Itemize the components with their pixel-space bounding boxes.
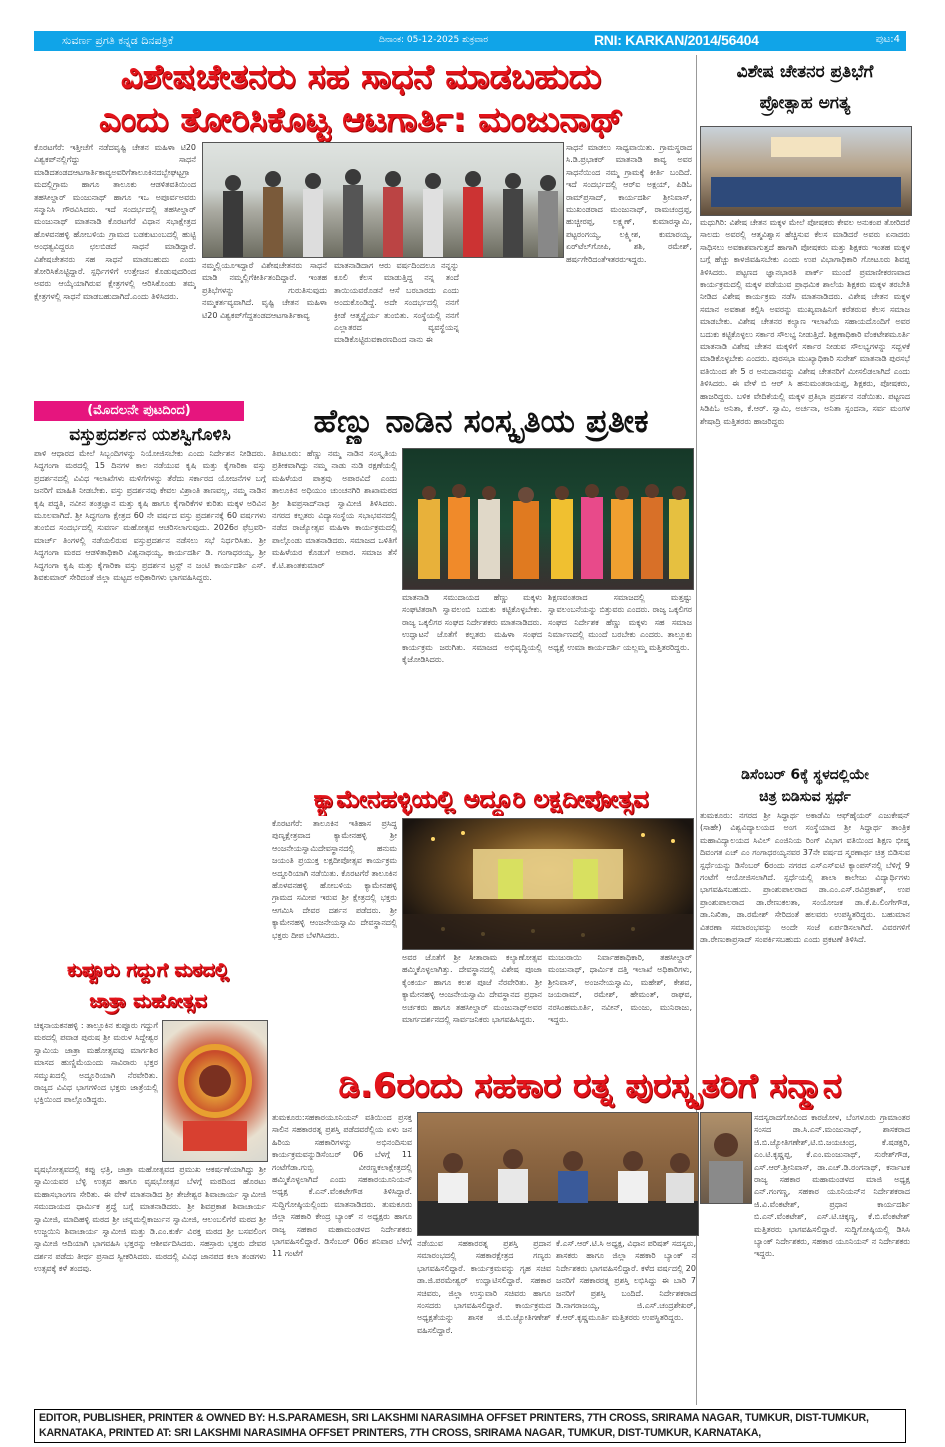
continued-body: ಪಾಳಿ ಆಧಾರದ ಮೇಲೆ ಸಿಬ್ಬಂದಿಗಳನ್ನು ನಿಯೋಜಿಸಬೇಕು ಎಂದು ನಿರ್ದೇಶನ ನೀಡಿದರು. ಸಿದ್ಧಗಂಗಾ ಮಠದಲ್ಲಿ 15 ದಿನಗಳ ಕಾಲ ನಡೆಯುವ ಕೃಷಿ ಮತ್ತು ಕೈಗಾರಿಕಾ ವಸ್ತು ಪ್ರದರ್ಶನದಲ್ಲಿ ವಿವಿಧ ಇಲಾಖೆಗಳು ಮಳಿಗೆಗಳನ್ನು ತೆರೆದು ಸರ್ಕಾರದ ಯೋಜನೆಗಳ ಬಗ್ಗೆ ಜನರಿಗೆ ಮಾಹಿತಿ ನೀಡಬೇಕು. ವಸ್ತು ಪ್ರದರ್ಶನವು ಕೇವಲ ವಿಶ್ರಾಂತಿ ತಾಣವಲ್ಲ, ನಮ್ಮ ನಾಡಿನ ಕೃಷಿ ಪದ್ಧತಿ, ನವೀನ ತಂತ್ರಜ್ಞಾನ ಮತ್ತು ಕೃಷಿ ಹಾಗೂ ಕೈಗಾರಿಕೆಗಳ ಕುರಿತು ಮಕ್ಕಳ ಅರಿವಿನ ಮೂಲವಾಗಿದೆ. ಶ್ರೀ ಸಿದ್ಧಗಂಗಾ ಕ್ಷೇತ್ರದ 60 ನೇ ವರ್ಷದ ವಸ್ತು ಪ್ರದರ್ಶನಕ್ಕೆ 60 ವರ್ಷಗಳು ತುಂಬಿದ ಸಂದರ್ಭದಲ್ಲಿ ಸುವರ್ಣ ಮಹೋತ್ಸವ ಆಚರಿಸಲಾಗುವುದು. 2026ರ ಫೆಬ್ರವರಿ-ಮಾರ್ಚ್ ತಿಂಗಳಲ್ಲಿ ನಡೆಯಲಿರುವ ವಸ್ತುಪ್ರದರ್ಶನ ನಡೆಸಲು ಸಭೆ ನಿರ್ಧರಿಸಿತು. ಶ್ರೀ ಸಿದ್ಧಗಂಗಾ ಮಠದ ಆಡಳಿತಾಧಿಕಾರಿ ವಿಶ್ವನಾಥಯ್ಯ, ಕಾರ್ಯದರ್ಶಿ ಡಿ. ಗಂಗಾಧರಯ್ಯ, ಶ್ರೀ ಸಿದ್ಧಗಂಗಾ ಕೃಷಿ ಮತ್ತು ಕೈಗಾರಿಕಾ ವಸ್ತು ಪ್ರದರ್ಶನ ಟ್ರಸ್ಟ್ ನ ಜಂಟಿ ಕಾರ್ಯದರ್ಶಿ ಎಸ್. ಶಿವಕುಮಾರ್ ಸೇರಿದಂತೆ ಜಿಲ್ಲಾ ಮಟ್ಟದ ಅಧಿಕಾರಿಗಳು ಭಾಗವಹಿಸಿದ್ದರು. xyxy=(34,449,266,583)
jatra-intro: ಚಿಕ್ಕನಾಯಕನಹಳ್ಳಿ : ತಾಲ್ಲೂಕಿನ ಕುಪ್ಪೂರು ಗದ್ದುಗೆ ಮಠದಲ್ಲಿ ಪವಾಡ ಪುರುಷ ಶ್ರೀ ಮರುಳ ಸಿದ್ದೇಶ್ವರ ಸ್ವಾಮಿಯ ಜಾತ್ರಾ ಮಹೋತ್ಸವವು ಮಾರ್ಗಶಿರ ಮಾಸದ ಹುಣ್ಣಿಮೆಯಂದು ಸಾವಿರಾರು ಭಕ್ತರ ಸಮ್ಮುಖದಲ್ಲಿ ಅದ್ದೂರಿಯಾಗಿ ನೆರವೇರಿತು. ರಾಜ್ಯದ ವಿವಿಧ ಭಾಗಗಳಿಂದ ಭಕ್ತರು ಜಾತ್ರೆಯಲ್ಲಿ ಭಕ್ತಿಯಿಂದ ಪಾಲ್ಗೊಂಡಿದ್ದರು. xyxy=(34,1021,158,1105)
press-meet-figures xyxy=(418,1113,698,1235)
coop-story-column-2: ನಡೆಯುವ ಸಹಕಾರರತ್ನ ಪ್ರಶಸ್ತಿ ಪ್ರದಾನ ಸಮಾರಂಭದಲ್ಲಿ ಸಹಕಾರಕ್ಷೇತ್ರದ ಗಣ್ಯರು ಭಾಗವಹಿಸಲಿದ್ದಾರೆ. ಕಾರ್ಯಕ್ರಮವನ್ನು ಗೃಹ ಸಚಿವ ಡಾ.ಜಿ.ಪರಮೇಶ್ವರ್ ಉದ್ಘಾಟಿಸಲಿದ್ದಾರೆ. ಸಹಕಾರ ಸಚಿವರು, ಜಿಲ್ಲಾ ಉಸ್ತುವಾರಿ ಸಚಿವರು ಹಾಗೂ ಸಂಸದರು ಭಾಗವಹಿಸಲಿದ್ದಾರೆ. ಕಾರ್ಯಕ್ರಮದ ಅಧ್ಯಕ್ಷತೆಯನ್ನು ಶಾಸಕ ಜಿ.ಬಿ.ಜ್ಯೋತಿಗಣೇಶ್ ವಹಿಸಲಿದ್ದಾರೆ. xyxy=(417,1239,551,1335)
women-story-photo xyxy=(402,448,694,590)
right-story1-body: ಮಧುಗಿರಿ: ವಿಶೇಷ ಚೇತನ ಮಕ್ಕಳ ಮೇಲೆ ಪೋಷಕರು ಕೇವಲ ಅನುಕಂಪ ತೋರಿದರೆ ಸಾಲದು ಅವರಲ್ಲಿ ಆತ್ಮವಿಶ್ವಾಸ ಹೆಚ್ಚಿಸುವ ಕೆಲಸ ಮಾಡಿದರೆ ಅವರು ಏನಾದರು ಸಾಧಿಸಲು ಅವಕಾಶವಾಗುತ್ತದೆ ಹಾಗಾಗಿ ಪೋಷಕರು ಮತ್ತು ಶಿಕ್ಷಕರು ಇಂತಹ ಮಕ್ಕಳ ಬಗ್ಗೆ ಹೆಚ್ಚು ಕಾಳಜಿವಹಿಸಬೇಕು ಎಂದು ಉಪ ವಿಭಾಗಾಧಿಕಾರಿ ಗೋಟೂರು ಶಿವಪ್ಪ ತಿಳಿಸಿದರು. ಪಟ್ಟಣದ ಜ್ಞಾನಭಾರತಿ ಪಾರ್ಕ್ ಮುಂದೆ ಪ್ರಮಾಣೀಕರಣವಾದ ಕಾರ್ಯಕ್ರಮದಲ್ಲಿ ಮಕ್ಕಳ ಪಡೆಯುವ ಪ್ರಾಥಮಿಕ ಶಾಲೆಯ ಶಿಕ್ಷಕರು ಮಕ್ಕಳ ತರಬೇತಿ ನೀಡಿದ ವಿಶೇಷ ಕಾರ್ಯಕ್ರಮ ನಡೆಸಿ ಮಾತನಾಡಿದರು. ವಿಶೇಷ ಚೇತನ ಮಕ್ಕಳ ಸಮಾನ ಅವಕಾಶ ಕಲ್ಪಿಸಿ ಅವರನ್ನು ಮುಖ್ಯವಾಹಿನಿಗೆ ಕರೆತರುವ ಕೆಲಸ ಸಮಾಜ ಮಾಡಬೇಕು. ವಿಶೇಷ ಚೇತನರ ಕಲ್ಯಾಣ ಇಲಾಖೆಯ ಸಹಾಯದೊಂದಿಗೆ ಅವರ ಬದುಕು ಕಟ್ಟಿಕೊಳ್ಳಲು ಸರ್ಕಾರ ಸೌಲಭ್ಯ ನೀಡುತ್ತಿದೆ. ಶಿಕ್ಷಣಾಧಿಕಾರಿ ವೆಂಕಟೇಶಮೂರ್ತಿ ಮಾತನಾಡಿ ವಿಶೇಷ ಚೇತನ ಮಕ್ಕಳಿಗೆ ಸರ್ಕಾರ ನೀಡುವ ಸೌಲಭ್ಯಗಳನ್ನು ಸದ್ಬಳಕೆ ಮಾಡಿಕೊಳ್ಳಬೇಕು ಎಂದರು. ಪುರಸಭಾ ಮುಖ್ಯಾಧಿಕಾರಿ ಸುರೇಶ್ ಮಾತನಾಡಿ ಪುರಸಭೆ ವತಿಯಿಂದ ಶೇ 5 ರ ಅನುದಾನವನ್ನು ವಿಶೇಷ ಚೇತನರಿಗೆ ಮೀಸಲಿಡಲಾಗಿದೆ ಎಂದು ತಿಳಿಸಿದರು. ಈ ವೇಳೆ ಬಿ ಆರ್ ಸಿ ಹನುಮಂತರಾಯಪ್ಪ, ಶಿಕ್ಷಕರು, ಪೋಷಕರು, ಹಾಜರಿದ್ದರು. ಬಳಿಕ ವೇದಿಕೆಯಲ್ಲಿ ಮಕ್ಕಳ ಪ್ರತಿಭಾ ಪ್ರದರ್ಶನ ನಡೆಯಿತು. ಪಟ್ಟಣದ ಸಿಡಿಪಿಓ ಅನಿತಾ, ಕೆ.ಆರ್. ಸ್ವಾಮಿ, ಅರ್ಚನಾ, ಅನಿತಾ ಸ್ಪಂದನಾ, ಸರ್ವ ಮಂಗಳ ಶೇಷಾದ್ರಿ ಮತ್ತಿತರರು ಹಾಜರಿದ್ದರು xyxy=(700,218,910,426)
right-story2-body: ತುಮಕೂರು: ನಗರದ ಶ್ರೀ ಸಿದ್ಧಾರ್ಥ ಅಕಾಡೆಮಿ ಆಫ್‌ಹೈಯರ್ ಎಜುಕೇಷನ್ (ಸಾಹೇ) ವಿಶ್ವವಿದ್ಯಾಲಯದ ಅಂಗ ಸಂಸ್ಥೆಯಾದ ಶ್ರೀ ಸಿದ್ಧಾರ್ಥ ತಾಂತ್ರಿಕ ಮಹಾವಿದ್ಯಾಲಯದ ಸಿವಿಲ್ ಎಂಜಿನಿಯ ರಿಂಗ್ ವಿಭಾಗ ವತಿಯಿಂದ ಶಿಕ್ಷಣ ಭೀಷ್ಮ ದಿವಂಗತ ಎಚ್ ಎಂ ಗಂಗಾಧರಯ್ಯನವರ 37ನೇ ವರ್ಷದ ಸ್ಮರಣಾರ್ಥ ಚಿತ್ರ ಬಿಡಿಸುವ ಸ್ಪರ್ಧೆಯನ್ನು ಡಿಸೆಂಬರ್ 6ರಂದು ನಗರದ ಎಸ್‌ಎಸ್‌ಐಟಿ ಕ್ಯಾಂಪಸ್‌ನಲ್ಲಿ ಬೆಳಿಗ್ಗೆ 9 ಗಂಟೆಗೆ ಆಯೋಜಿಸಲಾಗಿದೆ. ಸ್ಪರ್ಧೆಯಲ್ಲಿ ಶಾಲಾ ಕಾಲೇಜು ವಿದ್ಯಾರ್ಥಿಗಳು ಭಾಗವಹಿಸಬಹುದು. ಪ್ರಾಂಶುಪಾಲರಾದ ಡಾ.ಎಂ.ಎಸ್.ರವಿಪ್ರಕಾಶ್, ಉಪ ಪ್ರಾಂಶುಪಾಲರಾದ ಡಾ.ರೇಣುಕಲತಾ, ಸಂಯೋಜಕ ಡಾ.ಕೆ.ಪಿ.ಲಿಂಗೇಗೌಡ, ಡಾ.ನಿಖಿತಾ, ಡಾ.ರಮೇಶ್ ಸೇರಿದಂತೆ ಹಲವರು ಉಪಸ್ಥಿತರಿದ್ದರು. ಬಹುಮಾನ ವಿತರಣಾ ಸಮಾರಂಭವನ್ನು ಅಂದೇ ಸಂಜೆ ಏರ್ಪಡಿಸಲಾಗಿದೆ. ವಿವರಗಳಿಗೆ ಡಾ.ರೇಣುಕಾಪ್ರಸಾದ್ ಸಂಪರ್ಕಿಸಬಹುದು ಎಂದು ಪ್ರಕಟಣೆ ತಿಳಿಸಿದೆ. xyxy=(700,811,910,945)
story1-column-2: ನಮ್ಮಲ್ಲಿಯೂಇದ್ದಾರೆ ವಿಶೇಷಚೇತನರು ಸಾಧನೆ ಮಾಡಿ ನಮ್ಮಲ್ಲಿಗೆಕೀರ್ತಿತಂದಿದ್ದಾರೆ. ಇಂತಹ ಪ್ರತಿಭೆಗಳನ್ನು ಗುರುತಿಸುವುದು ನಮ್ಮಕರ್ತವ್ಯವಾಗಿದೆ. ವೃಷ್ಟಿ ಚೇತನ ಮಹಿಳಾ ಟಿ20 ವಿಶ್ವಕಪ್‌ಗೆದ್ದತಂಡದಆಟಗಾರ್ತಿಕಾವ್ಯ xyxy=(202,261,327,320)
story1-column-1: ಕೊರಟಗೆರೆ: ಇತ್ತೀಚೆಗೆ ನಡೆದವೃಷ್ಟಿ ಚೇತನ ಮಹಿಳಾ ಟಿ20 ವಿಶ್ವಕಪ್‌ನಲ್ಲಿಗೆದ್ದು ಸಾಧನೆ ಮಾಡಿದತಂಡದಆಟಗಾರ್ತಿಕಾವ್ಯಅವರಿಗೆತಾಲೂಕಿನದಬ್ಬೇಘಟ್ಟಗ್ರಾಮದಲ್ಲಿಗ್ರಾಮ ಹಾಗೂ ತಾಲೂಕು ಆಡಳಿತವತಿಯಿಂದ ತಹಸೀಲ್ದಾರ್ ಮಂಜುನಾಥ್ ಹಾಗೂ ಇಒ ಅಪೂರ್ವಅವರು ಸನ್ಮಾನಿಸಿ ಗೌರವಿಸಿದರು. ಇದೆ ಸಂದರ್ಭದಲ್ಲಿ ತಹಸೀಲ್ದಾರ್ ಮಂಜುನಾಥ್ ಮಾತನಾಡಿ ಕೊರಟಗೆರೆ ವಿಧಾನ ಸಭಾಕ್ಷೇತ್ರದ ಹೊಳವನಹಳ್ಳಿ ಹೋಬಳಿಯ ಗ್ರಾಮದ ಬಡಕುಟುಂಬದಲ್ಲಿ ಹುಟ್ಟಿ ಅಂಧತ್ವವಿದ್ದರೂ ಛಲಬಿಡದೆ ಸಾಧನೆ ಮಾಡಿದ್ದಾರೆ. ವಿಶೇಷಚೇತನರು ಸಹ ಸಾಧನೆ ಮಾಡಬಹುದು ಎಂದು ತೋರಿಸಿಕೊಟ್ಟಿದ್ದಾರೆ. ಸ್ಪರ್ಧಿಗಳಿಗೆ ಉತ್ತೇಜನ ಕೊಡುವುದರಿಂದ ಅವರು ಆಯ್ಕೆಯಾಗಿರುವ ಕ್ಷೇತ್ರಗಳಲ್ಲಿ ಆರಿಸಿಕೊಂಡು ತಮ್ಮ ಕ್ಷೇತ್ರಗಳಲ್ಲಿ ಸಾಧನೆ ಮಾಡಬಹುದಾಗಿದೆ.ಎಂದು ತಿಳಿಸಿದರು. xyxy=(34,143,196,301)
lamp-story-column-3: ಮುಜುರಾಯಿ ನಿರ್ವಾಹಕಾಧಿಕಾರಿ, ತಹಸೀಲ್ದಾರ್ ಮಂಜುನಾಥ್, ಧಾರ್ಮಿಕ ದತ್ತಿ ಇಲಾಖೆ ಅಧಿಕಾರಿಗಳು, ಶ್ರೀನಿವಾಸ್, ಅಂಜನೇಯಸ್ವಾಮಿ, ಮಹೇಶ್, ಕೇಶವ, ಜಯರಾಮ್, ರಮೇಶ್, ಹೇಮಂತ್, ರಾಘವ, ನರಸಿಂಹಮೂರ್ತಿ, ನವೀನ್, ಮಂಜು, ಮುನಿರಾಜು, ಇದ್ದರು. xyxy=(548,953,692,1025)
imprint-line-2: KARNATAKA, PRINTED AT: SRI LAKSHMI NARASIMHA OFFSET PRINTERS, 7TH CROSS, SRIRAMA NAGAR, TUMKUR, DIST-TUMKUR, KARNATAKA, xyxy=(39,1427,762,1439)
continued-headline: ವಸ್ತುಪ್ರದರ್ಶನ ಯಶಸ್ವಿಗೊಳಿಸಿ xyxy=(69,425,231,445)
jatra-headline-line1: ಕುಪ್ಪೂರು ಗದ್ದುಗೆ ಮಠದಲ್ಲಿ xyxy=(67,959,229,981)
lamp-story-column-2: ಅವರ ಜೊತೆಗೆ ಶ್ರೀ ಸೀತಾರಾಮ ಕಲ್ಯಾಣೋತ್ಸವ ಹಮ್ಮಿಕೊಳ್ಳಲಾಗಿತ್ತು. ದೇವಸ್ಥಾನದಲ್ಲಿ ವಿಶೇಷ ಪೂಜಾ ಕೈಂಕರ್ಯ ಹಾಗೂ ಕಲಶ ಪೂಜೆ ನೆರವೇರಿತು. ಶ್ರೀ ಕ್ಯಾಮೇನಹಳ್ಳಿ ಆಂಜನೇಯಸ್ವಾಮಿ ದೇವಸ್ಥಾನದ ಪ್ರಧಾನ ಅರ್ಚಕರು ಹಾಗೂ ತಹಸೀಲ್ದಾರ್ ಮಂಜುನಾಥ್‌ಅವರ ಮಾರ್ಗದರ್ಶನದಲ್ಲಿ ಸಾರ್ವಜನಿಕರು ಭಾಗವಹಿಸಿದ್ದರು. xyxy=(402,953,542,1025)
issue-date: ದಿನಾಂಕ: 05-12-2025 ಶುಕ್ರವಾರ xyxy=(379,35,489,45)
story1-column-3: ಮಾತನಾಡಿದಾಗ ಆರು ವರ್ಷದಿಂದಲೂ ನನ್ನನ್ನು ಕೂಲಿ ಕೆಲಸ ಮಾಡುತ್ತಿದ್ದ ನನ್ನ ತಂದೆ ತಾಯಿಯವರೊಡನೆ ಆಸೆ ಬರಬಾರದು ಎಂದು ಅಂದುಕೊಂಡಿದ್ದೆ. ಅದೇ ಸಂದರ್ಭದಲ್ಲಿ ನನಗೆ ಕ್ರೀಡೆ ಆತ್ಮಸ್ಥೈರ್ಯ ತುಂಬಿತು. ಸಂಸ್ಥೆಯಲ್ಲಿ ನನಗೆ ಎಲ್ಲಾತರದ ವ್ಯವಸ್ಥೆಯನ್ನ ಮಾಡಿಕೊಟ್ಟಿರುವಕಾರಣದಿಂದ ನಾನು ಈ xyxy=(334,261,459,345)
right-story1-photo xyxy=(700,126,912,216)
jatra-headline-line2: ಜಾತ್ರಾ ಮಹೋತ್ಸವ xyxy=(89,990,207,1012)
students-photo-figures xyxy=(701,127,911,215)
women-story-headline: ಹೆಣ್ಣು ನಾಡಿನ ಸಂಸ್ಕೃತಿಯ ಪ್ರತೀಕ xyxy=(313,402,649,440)
story1-photo xyxy=(202,142,564,258)
coop-story-column-1: ತುಮಕೂರು:ಸಹಕಾರಯೂನಿಯನ್ ವತಿಯಿಂದ ಪ್ರಸಕ್ತ ಸಾಲಿನ ಸಹಕಾರರತ್ನ ಪ್ರಶಸ್ತಿ ಪಡೆದವರೆಲ್ಲಿಯ ಏಳು ಜನ ಹಿರಿಯ ಸಹಕಾರಿಗಳನ್ನು ಅಭಿನಂದಿಸುವ ಕಾರ್ಯಕ್ರಮವನ್ನುಡಿಸೆಂಬರ್ 06 ಬೆಳಗ್ಗೆ 11 ಗಂಟೆಗೆಡಾ.ಗುಬ್ಬಿ ವೀರಣ್ಣಕಲಾಕ್ಷೇತ್ರದಲ್ಲಿ ಹಮ್ಮಿಕೊಳ್ಳಲಾಗಿದೆ ಎಂದು ಸಹಕಾರಯೂನಿಯನ್ ಅಧ್ಯಕ್ಷ ಕೆ.ಎನ್.ವೆಂಕಟೇಗೌಡ ತಿಳಿಸಿದ್ದಾರೆ. ಸುದ್ದಿಗೋಷ್ಠಿಯಲ್ಲಿಂದು ಮಾತನಾಡಿದರು. ತುಮಕೂರು ಜಿಲ್ಲಾ ಸಹಕಾರಿ ಕೇಂದ್ರ ಬ್ಯಾಂಕ್ ನ ಅಧ್ಯಕ್ಷರು ಹಾಗೂ ರಾಜ್ಯ ಸಹಕಾರ ಮಹಾಮಂಡಳದ ನಿರ್ದೇಶಕರು ಭಾಗವಹಿಸಲಿದ್ದಾರೆ. ಡಿಸೆಂಬರ್ 06ರ ಶನಿವಾರ ಬೆಳಗ್ಗೆ 11 ಗಂಟೆಗೆ xyxy=(272,1113,412,1259)
lamp-story-headline: ಕ್ಯಾಮೇನಹಳ್ಳಿಯಲ್ಲಿ ಅದ್ದೂರಿ ಲಕ್ಷದೀಪೋತ್ಸವ xyxy=(313,785,649,813)
press-meet-photo xyxy=(417,1112,699,1236)
jatra-body: ವೃಷಭೋತ್ಸವದಲ್ಲಿ ಕಪ್ಪು ಛತ್ರಿ, ಜಾತ್ರಾ ಮಹೋತ್ಸವದ ಪ್ರಮುಖ ಆಕರ್ಷಣೆಯಾಗಿದ್ದು ಶ್ರೀ ಸ್ವಾಮಿಯವರ ಬೆಳ್ಳಿ ಉತ್ಸವ ಹಾಗೂ ವೃಷಭೋತ್ಸವ ಬೆಳಗ್ಗೆ ಮಠದಿಂದ ಹೊರಟು ಮಹಾಸಭಾಂಗಣ ಸೇರಿತು. ಈ ವೇಳೆ ಮಾತನಾಡಿದ ಶ್ರೀ ತೇಜೇಶ್ವರ ಶಿವಾಚಾರ್ಯ ಸ್ವಾಮೀಜಿ ಸಮುದಾಯದ ಧಾರ್ಮಿಕ ಶ್ರದ್ಧೆ ಬಗ್ಗೆ ಮಾತನಾಡಿದರು. ಶ್ರೀ ಶಿವಪ್ರಕಾಶ ಶಿವಾಚಾರ್ಯ ಸ್ವಾಮೀಜಿ, ಮಾದಿಹಳ್ಳಿ ಮಠದ ಶ್ರೀ ಚನ್ನಮಲ್ಲಿಕಾರ್ಜುನ ಸ್ವಾಮೀಜಿ, ಆಲಂಬಲಿಗೆರೆ ಮಠದ ಶ್ರೀ ಉಜ್ಜಯಿನಿ ಶಿವಾಚಾರ್ಯ ಸ್ವಾಮೀಜಿ ಮತ್ತು ಡಿ.ಎಂ.ಕುರ್ಕೆ ವಿರಕ್ತ ಮಠದ ಶ್ರೀ ಬಸವಲಿಂಗ ಸ್ವಾಮೀಜಿ ಆದಿಯಾಗಿ ಭಾಗವಹಿಸಿ ಭಕ್ತರನ್ನು ಆಶೀರ್ವದಿಸಿದರು. ಸಹಸ್ರಾರು ಭಕ್ತರು ದೇವರ ದರ್ಶನ ಪಡೆದು ತೀರ್ಥ ಪ್ರಸಾದ ಸ್ವೀಕರಿಸಿದರು. ಮಠದಲ್ಲಿ ವಿವಿಧ ಜಾನಪದ ಕಲಾ ತಂಡಗಳು ಉತ್ಸವಕ್ಕೆ ಕಳೆ ತಂದವು. xyxy=(34,1165,266,1274)
right-story2-headline-line2: ಚಿತ್ರ ಬಿಡಿಸುವ ಸ್ಪರ್ಧೆ xyxy=(759,789,851,805)
continued-badge: (ಮೊದಲನೇ ಪುಟದಿಂದ) xyxy=(34,401,244,421)
lamp-festival-photo xyxy=(402,818,694,950)
right-story2-headline-line1: ಡಿಸೆಂಬರ್ 6ಕ್ಕೆ ಸ್ಥಳದಲ್ಲಿಯೇ xyxy=(741,767,869,783)
imprint-footer xyxy=(34,1409,906,1443)
right-story1-headline-line1: ವಿಶೇಷ ಚೇತನರ ಪ್ರತಿಭೆಗೆ xyxy=(736,62,874,82)
right-story1-headline-line2: ಪ್ರೋತ್ಸಾಹ ಅಗತ್ಯ xyxy=(759,93,851,113)
women-story-column-1: ತಿಪಟೂರು: ಹೆಣ್ಣು ನಮ್ಮ ನಾಡಿನ ಸಂಸ್ಕೃತಿಯ ಪ್ರತೀಕವಾಗಿದ್ದು ನಮ್ಮ ನಾಡು ನುಡಿ ರಕ್ಷಣೆಯಲ್ಲಿ ಮಹಿಳೆಯರ ಪಾತ್ರವು ಅಪಾರವಿದೆ ಎಂದು ತಾಲೂಕಿನ ಅಧಿಯುಂ ಚುಂಚನಗಿರಿ ಶಾಖಾಮಠದ ಶ್ರೀ ಶಿವಪ್ರಸಾದ್‌ನಾಥ ಸ್ವಾಮೀಜಿ ತಿಳಿಸಿದರು. ನಗರದ ಕಲ್ಪತರು ವಿದ್ಯಾಸಂಸ್ಥೆಯ ಸಭಾಭವನದಲ್ಲಿ ನಡೆದ ರಾಜ್ಯೋತ್ಸವ ಮಹಿಳಾ ಕಾರ್ಯಕ್ರಮದಲ್ಲಿ ಪಾಲ್ಗೊಂಡು ಮಾತನಾಡಿದರು. ಸಮಾಜದ ಒಳಿತಿಗೆ ಮಹಿಳೆಯರ ಕೊಡುಗೆ ಅಪಾರ. ಸಮಾಜ ತೆಸೆ ಕೆ.ಟಿ.ಶಾಂತಕುಮಾರ್ xyxy=(272,449,397,570)
page-number: ಪುಟ:4 xyxy=(875,34,900,45)
paper-name: ಸುವರ್ಣ ಪ್ರಗತಿ ಕನ್ನಡ ದಿನಪತ್ರಿಕೆ xyxy=(62,34,174,47)
women-story-column-3: ಶಿಕ್ಷಣವಂತರಾದ ಸಮಾಜದಲ್ಲಿ ಮತ್ತಷ್ಟು ಸ್ವಾವಲಂಬನೆಯನ್ನು ಬಿತ್ತುವರು ಎಂದರು. ರಾಜ್ಯ ಒಕ್ಕಲಿಗರ ಸಂಘದ ನಿರ್ದೇಶಕ ಹೆಣ್ಣು ಮಕ್ಕಳು ಸಹ ಸಮಾಜ ನಿರ್ಮಾಣದಲ್ಲಿ ಮುಂದೆ ಬರಬೇಕು ಎಂದರು. ತಾಲ್ಲೂಕು ಅಧ್ಯಕ್ಷೆ ಉಮಾ ಕಾರ್ಯದರ್ಶಿ ಯಲ್ಲಮ್ಮ ಮತ್ತಿತರರಿದ್ದರು. xyxy=(548,593,692,652)
temple-lamps-illustration xyxy=(403,819,693,949)
group-photo-figures xyxy=(203,143,563,257)
coop-story-headline: ಡಿ.6ರಂದು ಸಹಕಾರ ರತ್ನ ಪುರಸ್ಕೃತರಿಗೆ ಸನ್ಮಾನ xyxy=(338,1066,842,1106)
jatra-deity-photo xyxy=(162,1020,268,1162)
story1-column-4: ಸಾಧನೆ ಮಾಡಲು ಸಾಧ್ಯವಾಯಿತು. ಗ್ರಾಮಸ್ಥರಾದ ಸಿ.ಡಿ.ಪ್ರಭಾಕರ್ ಮಾತನಾಡಿ ಕಾವ್ಯ ಅವರ ಸಾಧನೆಯಿಂದ ನಮ್ಮ ಗ್ರಾಮಕ್ಕೆ ಕೀರ್ತಿ ಬಂದಿದೆ. ಇದೆ ಸಂದರ್ಭದಲ್ಲಿ ಆರ್‌ಐ ಅಕ್ಷಯ್, ಪಿಡಿಓ ರಾಮ್‌ಪ್ರಸಾದ್, ಕಾರ್ಯದರ್ಶಿ ಶ್ರೀನಿವಾಸ್, ಮುಖಂಡರಾದ ಮಂಜುನಾಥ್, ರಾಮಚಂದ್ರಪ್ಪ, ಹುಚ್ಚೀರಪ್ಪ, ಲಕ್ಷ್ಮಣ್, ಕುಮಾರಸ್ವಾಮಿ, ಪಟ್ಟರಂಗಯ್ಯ, ಲಕ್ಷ್ಮೀಶ, ಕುಮಾರಯ್ಯ, ಏರ್‌ಟೆಲ್‌ಗೋಪಿ, ಶಶಿ, ರಮೇಶ್, ಹರ್ಷಗೇರಿದಂತೆಇತರರುಇದ್ದರು. xyxy=(566,143,692,264)
speaker-portrait xyxy=(700,1112,752,1204)
deity-decoration-illustration xyxy=(163,1021,267,1161)
lamp-story-column-1: ಕೊರಟಗೆರೆ: ತಾಲೂಕಿನ ಇತಿಹಾಸ ಪ್ರಸಿದ್ಧ ಪುಣ್ಯಕ್ಷೇತ್ರವಾದ ಕ್ಯಾಮೇನಹಳ್ಳಿ ಶ್ರೀ ಆಂಜನೇಯಸ್ವಾಮಿದೇವಸ್ಥಾನದಲ್ಲಿ ಹನುಮ ಜಯಂತಿ ಪ್ರಯುಕ್ತ ಲಕ್ಷದೀಪೋತ್ಸವ ಕಾರ್ಯಕ್ರಮ ಅದ್ದೂರಿಯಾಗಿ ನಡೆಯಿತು. ಕೊರಟಗೆರೆ ತಾಲೂಕಿನ ಹೊಳವನಹಳ್ಳಿ ಹೋಬಳಿಯ ಕ್ಯಾಮೇನಹಳ್ಳಿ ಗ್ರಾಮದ ಸಮೀಪ ಇರುವ ಶ್ರೀ ಕ್ಷೇತ್ರದಲ್ಲಿ ಭಕ್ತರು ಆಗಮಿಸಿ ದೇವರ ದರ್ಶನ ಪಡೆದರು. ಶ್ರೀ ಕ್ಯಾಮೇನಹಳ್ಳಿ ಆಂಜನೇಯಸ್ವಾಮಿ ದೇವಸ್ಥಾನದಲ್ಲಿ ಭಕ್ತರು ದೀಪ ಬೆಳಗಿಸಿದರು. xyxy=(272,819,397,940)
women-group-figures xyxy=(403,449,693,589)
story1-headline-line1: ವಿಶೇಷಚೇತನರು ಸಹ ಸಾಧನೆ ಮಾಡಬಹುದು xyxy=(120,57,602,97)
coop-story-column-3: ಕೆ.ಎಸ್.ಆರ್.ಟಿ.ಸಿ ಅಧ್ಯಕ್ಷ, ವಿಧಾನ ಪರಿಷತ್ ಸದಸ್ಯರು, ಶಾಸಕರು ಹಾಗೂ ಜಿಲ್ಲಾ ಸಹಕಾರಿ ಬ್ಯಾಂಕ್ ನ ನಿರ್ದೇಶಕರು ಭಾಗವಹಿಸಲಿದ್ದಾರೆ. ಕಳೆದ ವರ್ಷದಲ್ಲಿ 20 ಜನರಿಗೆ ಸಹಕಾರರತ್ನ ಪ್ರಶಸ್ತಿ ಲಭಿಸಿದ್ದು ಈ ಬಾರಿ 7 ಜನರಿಗೆ ಪ್ರಶಸ್ತಿ ಬಂದಿದೆ. ನಿರ್ದೇಶಕರಾದ ಡಿ.ನಾಗರಾಜಯ್ಯ, ಜಿ.ಎಸ್.ಚಂದ್ರಶೇಖರ್, ಕೆ.ಆರ್.ಕೃಷ್ಣಮೂರ್ತಿ ಮತ್ತಿತರರು ಉಪಸ್ಥಿತರಿದ್ದರು. xyxy=(556,1239,696,1323)
coop-story-column-4: ಸದಸ್ಯರಾದಗೋವಿಂದ ಕಾರಜೋಳ, ಬೆಂಗಳೂರು ಗ್ರಾಮಾಂತರ ಸಂಸದ ಡಾ.ಸಿ.ಎನ್.ಮಂಜುನಾಥ್, ಶಾಸಕರಾದ ಜಿ.ಬಿ.ಜ್ಯೋತಿಗಣೇಶ್,ಟಿ.ಬಿ.ಜಯಚಂದ್ರ, ಕೆ.ಷಡಕ್ಷರಿ, ಎಂ.ಟಿ.ಕೃಷ್ಣಪ್ಪ, ಕೆ.ಎಂ.ಮಂಜುನಾಥ್, ಸುರೇಶ್‌ಗೌಡ, ಎಸ್.ಆರ್.ಶ್ರೀನಿವಾಸ್, ಡಾ.ಎಚ್.ಡಿ.ರಂಗನಾಥ್, ಕರ್ನಾಟಕ ರಾಜ್ಯ ಸಹಕಾರ ಮಹಾಮಂಡಳದ ಮಾಜಿ ಅಧ್ಯಕ್ಷ ಎನ್.ಗಂಗಣ್ಣ, ಸಹಕಾರ ಯೂನಿಯನ್‌ನ ನಿರ್ದೇಶಕರಾದ ಜಿ.ವಿ.ವೆಂಕಟೇಶ್, ಪ್ರಧಾನ ಕಾರ್ಯದರ್ಶಿ ಬಿ.ಎನ್.ವೆಂಕಟೇಶ್, ಎಸ್.ಟಿ.ಚಿಕ್ಕಣ್ಣ, ಕೆ.ಬಿ.ವೆಂಕಟೇಶ್ ಮತ್ತಿತರರು ಭಾಗವಹಿಸಲಿದ್ದಾರೆ. ಸುದ್ದಿಗೋಷ್ಠಿಯಲ್ಲಿ ಡಿಸಿಸಿ ಬ್ಯಾಂಕ್ ನಿರ್ದೇಶಕರು, ಸಹಕಾರ ಯೂನಿಯನ್ ನ ನಿರ್ದೇಶಕರು ಇದ್ದರು. xyxy=(754,1113,910,1259)
masthead-bar xyxy=(34,31,906,51)
women-story-column-2: ಮಾತನಾಡಿ ಸಮುದಾಯದ ಹೆಣ್ಣು ಮಕ್ಕಳು ಸಂಘಟಿತರಾಗಿ ಸ್ವಾವಲಂಬಿ ಬದುಕು ಕಟ್ಟಿಕೊಳ್ಳಬೇಕು. ರಾಜ್ಯ ಒಕ್ಕಲಿಗರ ಸಂಘದ ನಿರ್ದೇಶಕರು ಮಾತನಾಡಿದರು. ಉದ್ಘಾಟನೆ ಜೊತೆಗೆ ಕಲ್ಪತರು ಮಹಿಳಾ ಸಂಘದ ಕಾರ್ಯಕ್ರಮ ಜರುಗಿತು. ಸಮಾಜದ ಅಭಿವೃದ್ಧಿಯಲ್ಲಿ ಕೈಜೋಡಿಸಿದರು. xyxy=(402,593,542,665)
story1-headline-line2: ಎಂದು ತೋರಿಸಿಕೊಟ್ಟ ಆಟಗಾರ್ತಿ: ಮಂಜುನಾಥ್ xyxy=(98,100,624,140)
speaker-figure xyxy=(701,1113,751,1203)
imprint-line-1: EDITOR, PUBLISHER, PRINTER & OWNED BY: H.S.PARAMESH, SRI LAKSHMI NARASIMHA OFFSET PRINTERS, 7TH CROSS, SRIRAMA NAGAR, TUMKUR, DIST-TUMKUR, xyxy=(39,1412,869,1424)
rni-number: RNI: KARKAN/2014/56404 xyxy=(594,32,759,48)
